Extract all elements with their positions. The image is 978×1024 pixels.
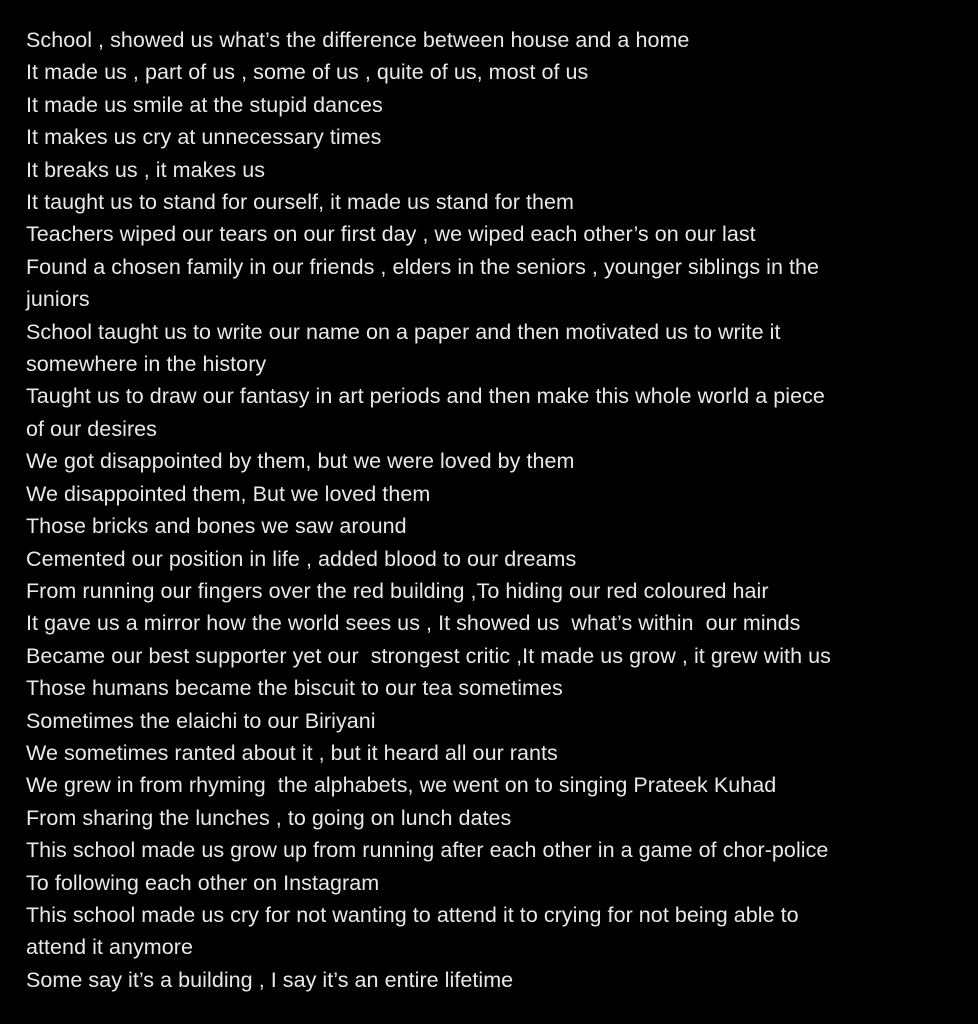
text-line: Those bricks and bones we saw around (26, 514, 407, 539)
text-line: Cemented our position in life , added blood to our dreams (26, 546, 577, 571)
text-line: School taught us to write our name on a paper and then motivated us to write it (26, 319, 781, 344)
text-line: This school made us cry for not wanting to attend it to crying for not being able to (26, 902, 799, 927)
text-line: We grew in from rhyming the alphabets, we went on to singing Prateek Kuhad (26, 773, 777, 798)
text-line: Sometimes the elaichi to our Biriyani (26, 708, 376, 733)
text-line: Taught us to draw our fantasy in art periods and then make this whole world a piece (26, 384, 825, 409)
text-line: Found a chosen family in our friends , elders in the seniors , younger siblings in the (26, 254, 820, 279)
text-line: We disappointed them, But we loved them (26, 481, 431, 506)
text-line: It breaks us , it makes us (26, 157, 266, 182)
text-line: juniors (26, 287, 90, 312)
text-line: Teachers wiped our tears on our first day , we wiped each other’s on our last (26, 222, 756, 247)
text-line: We sometimes ranted about it , but it heard all our rants (26, 740, 558, 765)
text-line: It gave us a mirror how the world sees us , It showed us what’s within our minds (26, 611, 801, 636)
text-line: Became our best supporter yet our strongest critic ,It made us grow , it grew with us (26, 643, 831, 668)
text-line: It made us smile at the stupid dances (26, 92, 383, 117)
text-line: of our desires (26, 416, 157, 441)
text-line: We got disappointed by them, but we were loved by them (26, 449, 575, 474)
text-line: It makes us cry at unnecessary times (26, 125, 382, 150)
text-line: Those humans became the biscuit to our tea sometimes (26, 676, 563, 701)
text-line: School , showed us what’s the difference between house and a home (26, 28, 690, 52)
text-line: Some say it’s a building , I say it’s an entire lifetime (26, 967, 514, 992)
text-line: It taught us to stand for ourself, it made us stand for them (26, 190, 574, 215)
poem-text (26, 24, 926, 996)
text-line: somewhere in the history (26, 352, 267, 377)
text-line: It made us , part of us , some of us , quite of us, most of us (26, 60, 589, 85)
text-line: This school made us grow up from running after each other in a game of chor-police (26, 838, 829, 863)
text-line: From sharing the lunches , to going on lunch dates (26, 805, 512, 830)
text-line: From running our fingers over the red building ,To hiding our red coloured hair (26, 578, 769, 603)
text-line: To following each other on Instagram (26, 870, 380, 895)
text-line: attend it anymore (26, 935, 193, 960)
